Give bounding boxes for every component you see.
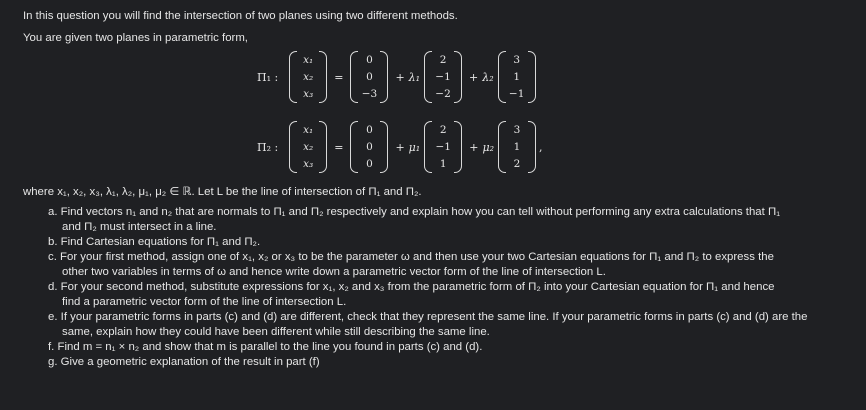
p2-dir2-2: 2 xyxy=(513,158,521,170)
plane2-equation: Π₂ : x₁ x₂ x₃ = 0 0 0 + μ₁ 2 −1 1 + μ₂ 3 1 2 , xyxy=(257,120,543,174)
part-e-line-2: same, explain how they could have been different while still describing the same line. xyxy=(62,326,490,338)
p2-dir1-1: −1 xyxy=(435,141,451,153)
plane2-param1: μ₁ xyxy=(408,140,421,154)
var2-x1: x₁ xyxy=(303,124,314,136)
p1-dir1-0: 2 xyxy=(439,54,447,66)
p1-dir1-1: −1 xyxy=(435,71,451,83)
intro-line-1: In this question you will find the intersection of two planes using two different methods. xyxy=(23,10,458,22)
p2-dir2-0: 3 xyxy=(513,124,521,136)
plane2-trailing-comma: , xyxy=(539,140,543,154)
p2-point-1: 0 xyxy=(366,141,373,153)
p1-dir2-0: 3 xyxy=(513,54,520,66)
p2-dir1-2: 1 xyxy=(439,158,447,170)
intro-line-2: You are given two planes in parametric form, xyxy=(23,32,248,44)
part-a-line-1: Find vectors n₁ and n₂ that are normals to Π₁ and Π₂ respectively and explain how you can tell without performing any extra calculations that Π₁ xyxy=(60,206,781,218)
part-b-line-1: Find Cartesian equations for Π₁ and Π₂. xyxy=(60,236,261,248)
plane2-dir2-vector xyxy=(498,120,536,174)
plane2-variable-vector xyxy=(289,120,327,174)
part-a-marker: a. xyxy=(48,206,58,218)
p2-dir1-0: 2 xyxy=(439,124,447,136)
p2-point-2: 0 xyxy=(366,158,373,170)
plane1-param1: λ₁ xyxy=(408,70,421,84)
part-c xyxy=(48,250,807,280)
part-g-marker: g. xyxy=(48,356,58,368)
var-x1: x₁ xyxy=(303,54,314,66)
part-a xyxy=(48,205,807,235)
plane1-variable-vector xyxy=(289,50,327,104)
plane1-point-vector xyxy=(350,50,388,104)
p1-point-1: 0 xyxy=(366,71,373,83)
part-c-marker: c. xyxy=(48,251,57,263)
plane1-dir1-vector xyxy=(424,50,462,104)
p2-dir2-1: 1 xyxy=(513,141,521,153)
part-e-line-1: If your parametric forms in parts (c) and (d) are different, check that they represent the same line. If your parametric forms in parts (c) and (d) are the xyxy=(60,311,808,323)
part-c-line-1: For your first method, assign one of x₁, x₂ or x₃ to be the parameter ω and then use your two Cartesian equations for Π₁ and Π₂ to express the xyxy=(60,251,774,263)
plane2-dir1-vector xyxy=(424,120,462,174)
p1-dir2-1: 1 xyxy=(513,71,520,83)
part-f-marker: f. xyxy=(48,341,55,353)
plane2-point-vector xyxy=(350,120,388,174)
p2-point-0: 0 xyxy=(366,124,373,136)
part-d-marker: d. xyxy=(48,281,58,293)
var2-x3: x₃ xyxy=(303,158,314,170)
p1-dir2-2: −1 xyxy=(508,88,525,100)
var-x3: x₃ xyxy=(303,88,314,100)
plane2-label: Π₂ : xyxy=(257,140,279,154)
p1-dir1-2: −2 xyxy=(435,88,451,100)
var-x2: x₂ xyxy=(303,71,314,83)
part-f-line-1: Find m = n₁ × n₂ and show that m is parallel to the line you found in parts (c) and (d). xyxy=(57,341,483,353)
part-e-marker: e. xyxy=(48,311,58,323)
p1-point-0: 0 xyxy=(366,54,373,66)
part-g-line-1: Give a geometric explanation of the result in part (f) xyxy=(60,356,320,368)
plane1-label: Π₁ : xyxy=(257,70,279,84)
var2-x2: x₂ xyxy=(303,141,314,153)
plane2-param2: μ₂ xyxy=(482,140,494,154)
part-c-line-2: other two variables in terms of ω and hence write down a parametric vector form of the line of intersection L. xyxy=(62,266,606,278)
part-d xyxy=(48,280,807,310)
part-d-line-2: find a parametric vector form of the line of intersection L. xyxy=(62,296,347,308)
plane1-equation: Π₁ : x₁ x₂ x₃ = 0 0 −3 + λ₁ 2 −1 −2 + λ₂ 3 1 −1 xyxy=(257,50,539,104)
p1-point-2: −3 xyxy=(361,88,378,100)
plane1-param2: λ₂ xyxy=(482,70,494,84)
part-b-marker: b. xyxy=(48,236,58,248)
part-d-line-1: For your second method, substitute expressions for x₁, x₂ and x₃ from the parametric form of Π₂ into your Cartesian equation for Π₁ and hence xyxy=(60,281,775,293)
plane1-dir2-vector xyxy=(498,50,536,104)
part-f xyxy=(48,340,807,355)
where-line: where x₁, x₂, x₃, λ₁, λ₂, μ₁, μ₂ ∈ ℝ. Let L be the line of intersection of Π₁ and Π₂. xyxy=(23,186,422,198)
part-e xyxy=(48,310,807,340)
question-parts xyxy=(48,205,807,370)
part-a-line-2: and Π₂ must intersect in a line. xyxy=(62,221,217,233)
part-b xyxy=(48,235,807,250)
part-g xyxy=(48,355,807,370)
